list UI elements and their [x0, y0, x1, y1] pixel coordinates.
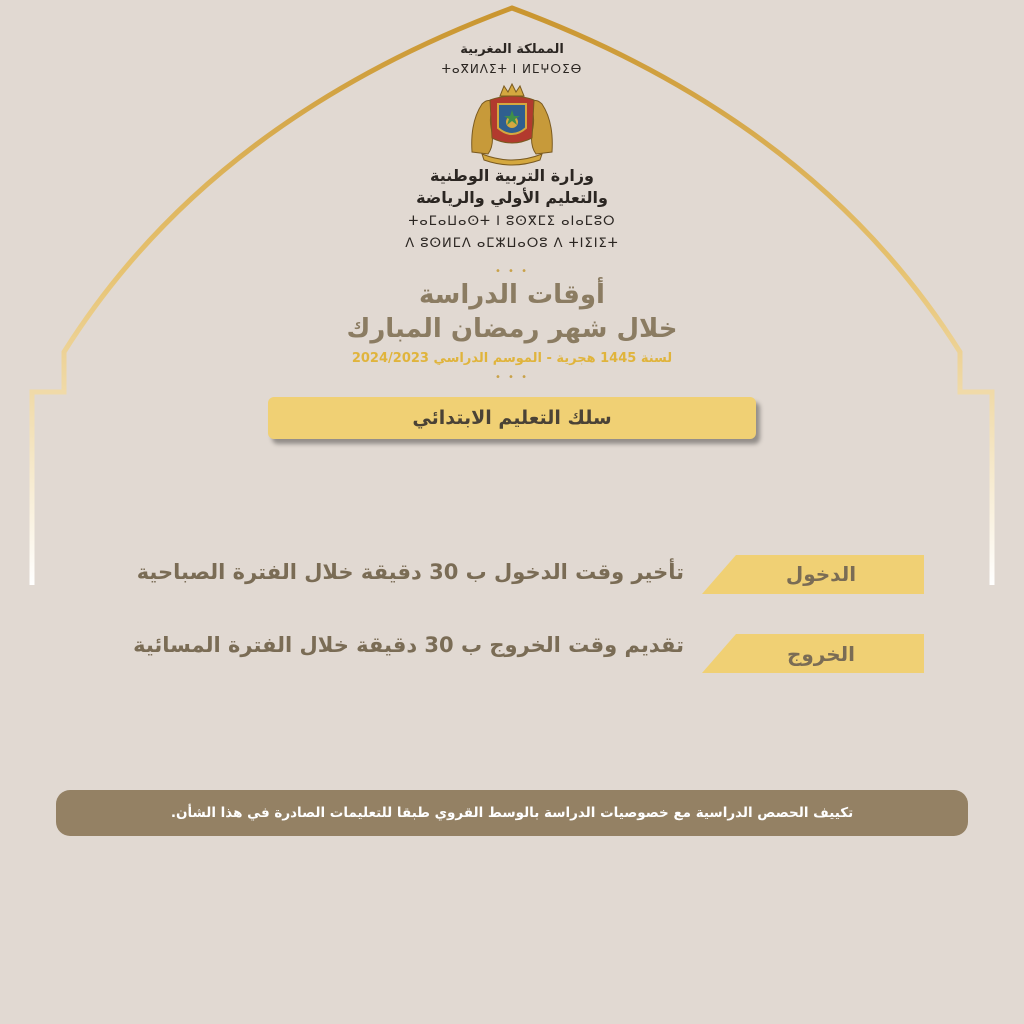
exit-description: تقديم وقت الخروج ب 30 دقيقة خلال الفترة المسائية — [133, 633, 684, 657]
decorative-dots-top: • • • — [494, 266, 530, 277]
entry-tag-label: الدخول — [785, 562, 857, 586]
cycle-label: سلك التعليم الابتدائي — [412, 407, 612, 429]
ministry-name-tifinagh-line2: ⴷ ⵓⵙⵍⵎⴷ ⴰⵎⵣⵡⴰⵔⵓ ⴷ ⵜⵏⵉⵏⵉⵜ — [405, 236, 619, 251]
page-title-line2: خلال شهر رمضان المبارك — [346, 314, 678, 344]
exit-tag-label: الخروج — [786, 642, 856, 666]
ministry-name-tifinagh-line1: ⵜⴰⵎⴰⵡⴰⵙⵜ ⵏ ⵓⵙⴳⵎⵉ ⴰⵏⴰⵎⵓⵔ — [408, 214, 616, 229]
kingdom-name-tifinagh: ⵜⴰⴳⵍⴷⵉⵜ ⵏ ⵍⵎⵖⵔⵉⴱ — [441, 62, 583, 76]
cycle-banner — [268, 397, 756, 439]
entry-description: تأخير وقت الدخول ب 30 دقيقة خلال الفترة الصباحية — [136, 560, 684, 584]
decorative-dots-bottom: • • • — [494, 372, 530, 383]
page-title-line1: أوقات الدراسة — [419, 280, 605, 310]
coat-of-arms-icon — [468, 82, 556, 166]
page-subtitle: لسنة 1445 هجرية - الموسم الدراسي 2024/2023 — [351, 351, 673, 366]
ministry-name-arabic-line2: والتعليم الأولي والرياضة — [416, 188, 608, 207]
ministry-name-arabic-line1: وزارة التربية الوطنية — [429, 166, 594, 185]
footer-note-text: تكييف الحصص الدراسية مع خصوصيات الدراسة بالوسط القروي طبقا للتعليمات الصادرة في هذا الشأن. — [170, 805, 854, 821]
footer-note-bar — [56, 790, 968, 836]
kingdom-name-arabic: المملكة المغربية — [460, 42, 564, 57]
